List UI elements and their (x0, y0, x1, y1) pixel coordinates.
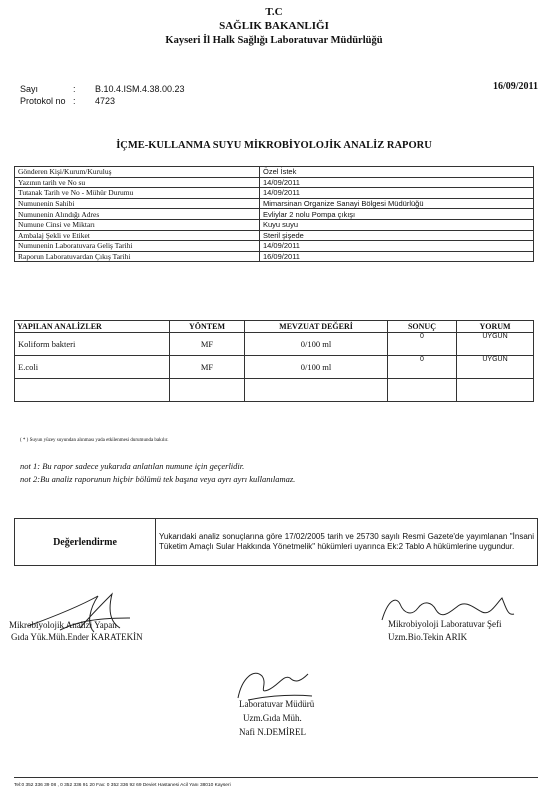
sample-info-row (15, 177, 534, 188)
method-cell: MF (170, 333, 245, 356)
sample-info-label: Numune Cinsi ve Miktarı (15, 219, 260, 230)
sample-info-value: Mimarsinan Organize Sanayi Bölgesi Müdürlüğü (260, 198, 534, 209)
sample-info-label: Gönderen Kişi/Kurum/Kuruluş (15, 167, 260, 178)
note-1: not 1: Bu rapor sadece yukarıda anlatılan numune için geçerlidir. (20, 461, 245, 471)
sample-info-value: 16/09/2011 (260, 251, 534, 262)
protokol-value: 4723 (95, 96, 116, 106)
protokol-separator: : (73, 96, 76, 106)
footnote: ( * ) Suyun yüzey suyundan alınması yada etkilenmesi durumunda bakılır. (20, 438, 169, 443)
sayi-separator: : (73, 84, 76, 94)
note-2: not 2:Bu analiz raporunun hiçbir bölümü tek başına veya ayrı ayrı kullanılamaz. (20, 474, 296, 484)
col-limit-header: MEVZUAT DEĞERİ (245, 321, 388, 333)
header-laboratory: Kayseri İl Halk Sağlığı Laboratuvar Müdürlüğü (165, 35, 383, 46)
evaluation-text: Yukarıdaki analiz sonuçlarına göre 17/02/2005 tarih ve 25730 sayılı Resmi Gazete'de yayımlanan "İnsani Tüketim Amaçlı Sular Hakkında Yönetmelik" hükümleri uyarınca Ek:2 Tablo A hükümlerine uygundur. (156, 519, 538, 566)
col-result-header: SONUÇ (388, 321, 457, 333)
sayi-value: B.10.4.ISM.4.38.00.23 (95, 84, 185, 94)
comment-cell: UYGUN (457, 356, 534, 379)
header-ministry: SAĞLIK BAKANLIĞI (219, 20, 329, 32)
sample-info-label: Ambalaj Şekli ve Etiket (15, 230, 260, 241)
comment-cell: UYGUN (457, 333, 534, 356)
left-signature-title: Mikrobiyolojik Analizi Yapan (9, 620, 117, 630)
sample-info-row (15, 230, 534, 241)
comment-cell (457, 379, 534, 402)
analysis-header-row (15, 321, 534, 333)
sample-info-table (14, 166, 534, 262)
sample-info-row (15, 198, 534, 209)
col-method-header: YÖNTEM (170, 321, 245, 333)
evaluation-box (14, 518, 538, 566)
center-signature-name: Nafi N.DEMİREL (239, 727, 306, 737)
report-title: İÇME-KULLANMA SUYU MİKROBİYOLOJİK ANALİZ RAPORU (116, 140, 432, 151)
sample-info-label: Yazının tarih ve No su (15, 177, 260, 188)
limit-cell: 0/100 ml (245, 356, 388, 379)
header-tc: T.C (265, 6, 283, 18)
right-signature-title: Mikrobiyoloji Laboratuvar Şefi (388, 619, 502, 629)
sample-info-value: Steril şişede (260, 230, 534, 241)
limit-cell: 0/100 ml (245, 333, 388, 356)
sample-info-row (15, 219, 534, 230)
sample-info-label: Numunenin Sahibi (15, 198, 260, 209)
footer-divider (14, 777, 538, 778)
analysis-row (15, 379, 534, 402)
sample-info-value: Özel İstek (260, 167, 534, 178)
sample-info-label: Raporun Laboratuvardan Çıkış Tarihi (15, 251, 260, 262)
method-cell (170, 379, 245, 402)
footer-contact: Tel:0 352 336 39 08 , 0 352 336 91 20 Fax: 0 352 336 92 69 Deviet Hastanesi Acil Yanı 38010 Kayseri (14, 783, 231, 788)
evaluation-label: Değerlendirme (15, 519, 156, 566)
sample-info-row (15, 241, 534, 252)
result-cell: 0 (388, 333, 457, 356)
analysis-row (15, 356, 534, 379)
sample-info-row (15, 209, 534, 220)
protokol-label: Protokol no (20, 96, 66, 106)
sayi-label: Sayı (20, 84, 39, 94)
result-cell: 0 (388, 356, 457, 379)
method-cell: MF (170, 356, 245, 379)
center-signature-subtitle: Uzm.Gıda Müh. (243, 713, 302, 723)
sample-info-label: Numunenin Laboratuvara Geliş Tarihi (15, 241, 260, 252)
col-comment-header: YORUM (457, 321, 534, 333)
center-signature-title: Laboratuvar Müdürü (239, 699, 315, 709)
sample-info-row (15, 188, 534, 199)
analysis-name-cell: E.coli (15, 356, 170, 379)
sample-info-value: 14/09/2011 (260, 188, 534, 199)
analysis-row (15, 333, 534, 356)
limit-cell (245, 379, 388, 402)
sample-info-value: 14/09/2011 (260, 241, 534, 252)
left-signature-name: Gıda Yük.Müh.Ender KARATEKİN (11, 632, 143, 642)
right-signature-name: Uzm.Bio.Tekin ARIK (388, 632, 468, 642)
sample-info-value: 14/09/2011 (260, 177, 534, 188)
analysis-table (14, 320, 534, 402)
result-cell (388, 379, 457, 402)
sample-info-label: Numunenin Alındığı Adres (15, 209, 260, 220)
sample-info-value: Kuyu suyu (260, 219, 534, 230)
col-analysis-header: YAPILAN ANALİZLER (15, 321, 170, 333)
sample-info-label: Tutanak Tarih ve No - Mühür Durumu (15, 188, 260, 199)
sample-info-row (15, 251, 534, 262)
analysis-name-cell: Koliform bakteri (15, 333, 170, 356)
report-date: 16/09/2011 (492, 81, 538, 92)
center-signature-scribble (228, 664, 318, 704)
sample-info-value: Evliylar 2 nolu Pompa çıkışı (260, 209, 534, 220)
sample-info-row (15, 167, 534, 178)
analysis-name-cell (15, 379, 170, 402)
